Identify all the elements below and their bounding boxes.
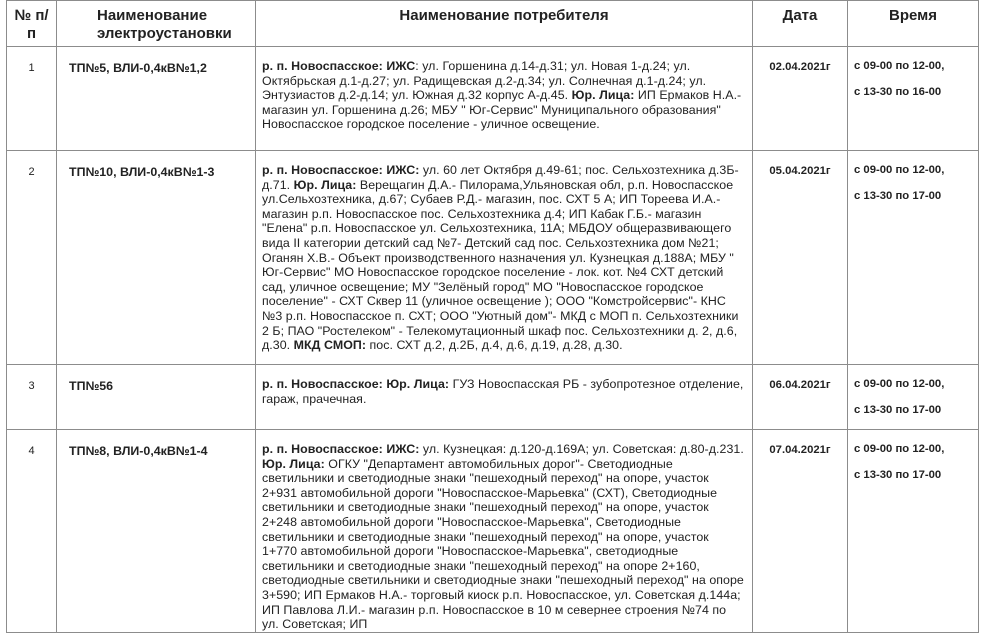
outage-time: [848, 47, 979, 151]
time-slot-afternoon: с 13-30 по 16-00: [854, 86, 942, 98]
table-row: [7, 151, 979, 365]
header-installation: Наименование электроустановки: [57, 1, 256, 47]
consumer-label: р. п. Новоспасское: Юр. Лица:: [262, 377, 450, 391]
installation-name: ТП№5, ВЛИ-0,4кВ№1,2: [57, 47, 256, 151]
consumer-description: [256, 151, 753, 365]
consumer-text: ИП Ермаков Н.А.- магазин ул. Горшенина д.26; МБУ " Юг-Сервис" Муниципального образования" Новоспасское городское поселение - уличное освещение.: [262, 88, 742, 132]
outage-time: [848, 151, 979, 365]
consumer-description: [256, 430, 753, 633]
consumer-text: Верещагин Д.А.- Пилорама,Ульяновская обл, р.п. Новоспасское ул.Сельхозтехника, д.67; Субаев Р.Д.- магазин, пос. СХТ 5 А; ИП Тореева И.А.- магазин р.п. Новоспасское пос. Сельхозтехника д.4; ИП Кабак Г.Б.- магазин "Елена" р.п. Новоспасское ул. Сельхозтехника, 11А; МБДОУ общеразвивающего вида II категории детский сад №7- Детский сад пос. Сельхозтехника дом №21; Оганян Х.В.- Объект производственного назначения ул. Кузнецкая д.188А; МБУ " Юг-Сервис" МО Новоспасское городское поселение - лок. кот. №4 СХТ детский сад, уличное освещение; МУ "Зелёный город" МО "Новоспасское городское поселение" - СХТ Сквер 11 (уличное освещение ); ООО "Комстройсервис"- КНС №3 р.п. Новоспасское п. СХТ; ООО "Уютный дом"- МКД с МОП п. Сельхозтехники 2 Б; ПАО "Ростелеком" - Телекомутационный шкаф пос. Сельхозтехники д. 2, д.6, д.30.: [262, 177, 739, 353]
outage-time: [848, 365, 979, 430]
consumer-label: р. п. Новоспасское: ИЖС: [262, 59, 416, 73]
header-time: Время: [848, 1, 979, 47]
outage-schedule-table: [6, 0, 979, 633]
table-row: [7, 47, 979, 151]
consumer-text: ОГКУ "Департамент автомобильных дорог"- Светодиодные светильники и светодиодные знаки "пешеходный переход" на опоре, участок 2+931 автомобильной дороги "Новоспасское-Марьевка" (СХТ), Светодиодные светильники и светодиодные знаки "пешеходный переход" на опоре, участок 2+248 автомобильной дороги "Новоспасское-Марьевка", Светодиодные светильники и светодиодные знаки "пешеходный переход" на опоре, участок 1+770 автомобильной дороги "Новоспасское-Марьевка", светодиодные светильники и светодиодные знаки "пешеходный переход" на опоре 2+160, светодиодные светильники и светодиодные знаки "пешеходный переход" на опоре 3+590; ИП Ермаков Н.А.- торговый киоск р.п. Новоспасское, ул. Советская д.144а; ИП Павлова Л.И.- магазин р.п. Новоспасское в 10 м севернее строения №74 по ул. Советская; ИП: [262, 456, 744, 632]
header-consumer: Наименование потребителя: [256, 1, 753, 47]
time-slot-morning: с 09-00 по 12-00,: [854, 378, 945, 390]
time-slot-morning: с 09-00 по 12-00,: [854, 60, 945, 72]
consumer-text: ул. Кузнецкая: д.120-д.169А; ул. Советская: д.80-д.231.: [419, 442, 744, 456]
installation-name: ТП№56: [57, 365, 256, 430]
outage-time: [848, 430, 979, 633]
consumer-label: Юр. Лица:: [293, 177, 357, 192]
time-slot-afternoon: с 13-30 по 17-00: [854, 469, 942, 481]
consumer-description: [256, 365, 753, 430]
table-row: [7, 430, 979, 633]
consumer-text: : ул. Горшенина д.14-д.31; ул. Новая 1-д.24; ул. Октябрьская д.1-д.27; ул. Радищевская д.2-д.34; ул. Солнечная д.1-д.24; ул. Энтузиастов д.2-д.14; ул. Южная д.32 корпус А-д.45.: [262, 59, 707, 103]
installation-name: ТП№8, ВЛИ-0,4кВ№1-4: [57, 430, 256, 633]
outage-date: 05.04.2021г: [753, 151, 848, 365]
header-date: Дата: [753, 1, 848, 47]
time-slot-afternoon: с 13-30 по 17-00: [854, 404, 942, 416]
consumer-label: р. п. Новоспасское: ИЖС:: [262, 163, 420, 177]
outage-date: 07.04.2021г: [753, 430, 848, 633]
consumer-label: р. п. Новоспасское: ИЖС:: [262, 442, 420, 456]
consumer-label: МКД СМОП:: [293, 338, 367, 353]
outage-date: 02.04.2021г: [753, 47, 848, 151]
consumer-label: Юр. Лица:: [571, 88, 635, 103]
outage-date: 06.04.2021г: [753, 365, 848, 430]
installation-name: ТП№10, ВЛИ-0,4кВ№1-3: [57, 151, 256, 365]
consumer-text: ГУЗ Новоспасская РБ - зубопротезное отделение, гараж, прачечная.: [262, 377, 744, 406]
table-header-row: [7, 1, 979, 47]
consumer-text: пос. СХТ д.2, д.2Б, д.4, д.6, д.19, д.28, д.30.: [366, 338, 623, 353]
time-slot-afternoon: с 13-30 по 17-00: [854, 190, 942, 202]
consumer-description: [256, 47, 753, 151]
row-number: 4: [7, 430, 57, 633]
row-number: 1: [7, 47, 57, 151]
row-number: 3: [7, 365, 57, 430]
consumer-text: ул. 60 лет Октября д.49-61; пос. Сельхозтехника д.3Б-д.71.: [262, 163, 739, 192]
time-slot-morning: с 09-00 по 12-00,: [854, 164, 945, 176]
time-slot-morning: с 09-00 по 12-00,: [854, 443, 945, 455]
consumer-label: Юр. Лица:: [262, 456, 325, 471]
header-num: № п/п: [7, 1, 57, 47]
table-row: [7, 365, 979, 430]
row-number: 2: [7, 151, 57, 365]
